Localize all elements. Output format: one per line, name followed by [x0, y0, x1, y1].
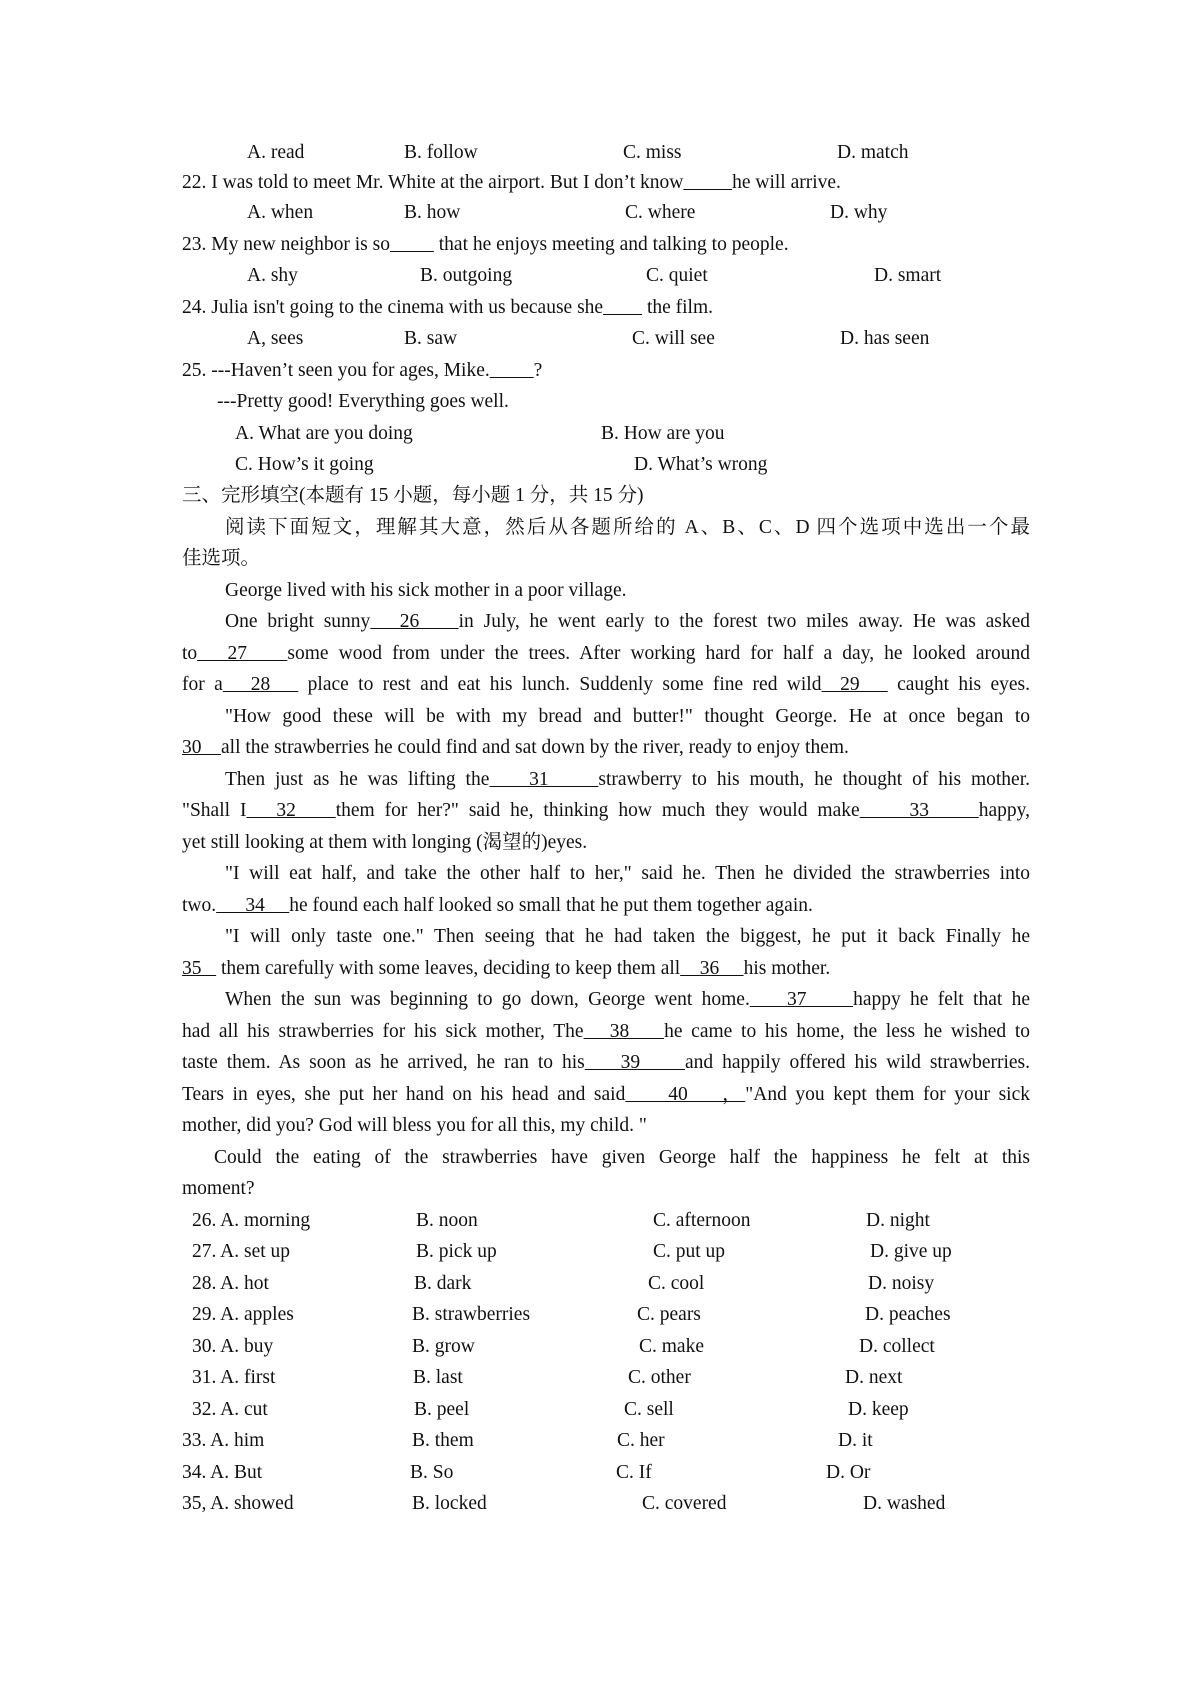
option-29-b[interactable]: B. strawberries [412, 1304, 531, 1325]
q21-option-d[interactable]: D. match [837, 142, 909, 163]
option-34-d[interactable]: D. Or [826, 1462, 871, 1483]
blank-28[interactable]: 28 [222, 674, 299, 695]
q23-blank[interactable] [390, 234, 434, 255]
blank-31[interactable]: 31 [489, 769, 599, 790]
passage-text: he came to his home, the less he wished to [664, 1021, 1031, 1042]
q23-option-d[interactable]: D. smart [874, 265, 942, 286]
q22-options [182, 197, 1030, 229]
cloze-row-28 [182, 1268, 1030, 1300]
passage-text: Tears in eyes, she put her hand on his head and said [182, 1084, 626, 1105]
cloze-row-31 [182, 1362, 1030, 1394]
passage-text: he found each half looked so small that he put them together again. [289, 895, 813, 916]
passage-text: for a [182, 674, 223, 695]
q22-text-end: he will arrive. [732, 172, 841, 193]
passage-text: had all his strawberries for his sick mother, The [182, 1021, 584, 1042]
option-34-c[interactable]: C. If [616, 1462, 652, 1483]
q24-option-a[interactable]: A, sees [247, 328, 304, 349]
option-29-d[interactable]: D. peaches [865, 1304, 951, 1325]
option-35-b[interactable]: B. locked [412, 1493, 487, 1514]
option-30-d[interactable]: D. collect [859, 1336, 935, 1357]
q22-option-b[interactable]: B. how [404, 202, 461, 223]
blank-35[interactable]: 35 [182, 958, 217, 979]
option-26-b[interactable]: B. noon [416, 1210, 478, 1231]
passage-text: "Shall I [182, 800, 247, 821]
q24-text-end: the film. [642, 297, 714, 318]
q24-option-b[interactable]: B. saw [404, 328, 458, 349]
q25-option-a[interactable]: A. What are you doing [235, 423, 413, 444]
option-35-d[interactable]: D. washed [863, 1493, 946, 1514]
q25-option-b[interactable]: B. How are you [601, 423, 725, 444]
section-instructions: 阅读下面短文，理解其大意，然后从各题所给的 A、B、C、D 四个选项中选出一个最 [225, 517, 1030, 538]
option-26-d[interactable]: D. night [866, 1210, 930, 1231]
passage-text: When the sun was beginning to go down, George went home. [225, 989, 750, 1010]
option-28-d[interactable]: D. noisy [868, 1273, 935, 1294]
q24-blank[interactable] [603, 297, 642, 318]
option-27-d[interactable]: D. give up [870, 1241, 952, 1262]
passage-text: place to rest and eat his lunch. Suddenly some fine red wild [298, 674, 822, 695]
q22-stem [182, 167, 1030, 199]
blank-30[interactable]: 30 [182, 737, 221, 758]
q25-blank[interactable] [490, 360, 534, 381]
option-26-c[interactable]: C. afternoon [653, 1210, 751, 1231]
blank-39[interactable]: 39 [584, 1052, 685, 1073]
passage-line [182, 953, 1030, 985]
passage-line [182, 890, 1030, 922]
option-26-a[interactable]: 26. A. morning [192, 1210, 311, 1231]
passage-line: "I will eat half, and take the other half to her," said he. Then he divided the strawberries into [225, 863, 1030, 884]
q23-option-a[interactable]: A. shy [247, 265, 298, 286]
passage-text: happy he felt that he [853, 989, 1030, 1010]
option-31-d[interactable]: D. next [845, 1367, 903, 1388]
option-33-d[interactable]: D. it [838, 1430, 873, 1451]
option-32-b[interactable]: B. peel [414, 1399, 470, 1420]
q21-options [182, 137, 1030, 169]
option-28-a[interactable]: 28. A. hot [192, 1273, 269, 1294]
passage-text: and happily offered his wild strawberries. [684, 1052, 1031, 1073]
blank-32[interactable]: 32 [246, 800, 336, 821]
option-35-a[interactable]: 35, A. showed [182, 1493, 294, 1514]
option-27-b[interactable]: B. pick up [416, 1241, 497, 1262]
option-31-b[interactable]: B. last [413, 1367, 463, 1388]
passage-line: yet still looking at them with longing (渴望的)eyes. [182, 832, 588, 853]
q25-text-end: ? [533, 360, 543, 381]
passage-line [182, 1079, 1030, 1111]
option-28-b[interactable]: B. dark [414, 1273, 472, 1294]
option-34-a[interactable]: 34. A. But [182, 1462, 263, 1483]
passage-line [182, 669, 1030, 701]
option-35-c[interactable]: C. covered [642, 1493, 727, 1514]
passage-text: caught his eyes. [887, 674, 1031, 695]
passage-text: his mother. [743, 958, 831, 979]
passage-line: mother, did you? God will bless you for all this, my child. " [182, 1115, 647, 1136]
passage-line: moment? [182, 1178, 255, 1199]
q24-stem [182, 292, 1030, 324]
passage-text: two. [182, 895, 217, 916]
option-29-a[interactable]: 29. A. apples [192, 1304, 294, 1325]
q23-stem [182, 229, 1030, 261]
passage-line: Could the eating of the strawberries have given George half the happiness he felt at this [214, 1147, 1030, 1168]
q24-text: 24. Julia isn't going to the cinema with us because she [182, 297, 604, 318]
passage-text: happy, [978, 800, 1031, 821]
passage-text: in July, he went early to the forest two miles away. He was asked [458, 611, 1031, 632]
blank-34[interactable]: 34 [216, 895, 290, 916]
q22-option-c[interactable]: C. where [625, 202, 696, 223]
passage-line [182, 984, 1030, 1016]
passage-line [182, 638, 1030, 670]
blank-27[interactable]: 27 [197, 643, 288, 664]
option-33-a[interactable]: 33. A. him [182, 1430, 265, 1451]
q23-text-end: that he enjoys meeting and talking to people. [433, 234, 789, 255]
cloze-row-27 [182, 1236, 1030, 1268]
option-29-c[interactable]: C. pears [637, 1304, 701, 1325]
cloze-row-32 [182, 1394, 1030, 1426]
option-31-c[interactable]: C. other [628, 1367, 691, 1388]
passage-text: strawberry to his mouth, he thought of his mother. [598, 769, 1031, 790]
q21-option-a[interactable]: A. read [247, 142, 305, 163]
q25-option-d[interactable]: D. What’s wrong [634, 454, 768, 475]
option-33-c[interactable]: C. her [617, 1430, 665, 1451]
option-27-a[interactable]: 27. A. set up [192, 1241, 291, 1262]
passage-line [182, 732, 1030, 764]
q24-option-d[interactable]: D. has seen [840, 328, 930, 349]
q22-blank[interactable] [683, 172, 732, 193]
option-28-c[interactable]: C. cool [648, 1273, 705, 1294]
passage-text: all the strawberries he could find and sat down by the river, ready to enjoy them. [221, 737, 849, 758]
blank-40[interactable]: 40 ， [625, 1084, 746, 1105]
passage-line [182, 1047, 1030, 1079]
passage-text: some wood from under the trees. After working hard for half a day, he looked around [287, 643, 1030, 664]
passage-line: George lived with his sick mother in a poor village. [225, 580, 627, 601]
q24-options [182, 323, 1030, 355]
option-33-b[interactable]: B. them [412, 1430, 474, 1451]
option-30-a[interactable]: 30. A. buy [192, 1336, 274, 1357]
passage-text: "And you kept them for your sick [745, 1084, 1031, 1105]
blank-38[interactable]: 38 [583, 1021, 665, 1042]
q25-options-row2 [182, 449, 1030, 481]
cloze-row-35 [182, 1488, 1030, 1520]
option-30-c[interactable]: C. make [639, 1336, 704, 1357]
cloze-row-26 [182, 1205, 1030, 1237]
cloze-row-34 [182, 1457, 1030, 1489]
option-32-d[interactable]: D. keep [848, 1399, 909, 1420]
q23-text: 23. My new neighbor is so [182, 234, 390, 255]
passage-line [182, 764, 1030, 796]
cloze-row-30 [182, 1331, 1030, 1363]
passage-text: them carefully with some leaves, deciding to keep them all [216, 958, 681, 979]
passage-line [182, 606, 1030, 638]
section-instructions-end: 佳选项。 [182, 548, 261, 569]
passage-text: Then just as he was lifting the [225, 769, 490, 790]
option-31-a[interactable]: 31. A. first [192, 1367, 276, 1388]
q23-options [182, 260, 1030, 292]
passage-text: to [182, 643, 198, 664]
q22-option-a[interactable]: A. when [247, 202, 314, 223]
q24-option-c[interactable]: C. will see [632, 328, 715, 349]
q21-option-b[interactable]: B. follow [404, 142, 478, 163]
option-32-c[interactable]: C. sell [624, 1399, 674, 1420]
cloze-row-29 [182, 1299, 1030, 1331]
blank-26[interactable]: 26 [370, 611, 459, 632]
blank-33[interactable]: 33 [859, 800, 979, 821]
passage-line [182, 1016, 1030, 1048]
option-34-b[interactable]: B. So [410, 1462, 454, 1483]
q23-option-b[interactable]: B. outgoing [420, 265, 513, 286]
option-27-c[interactable]: C. put up [653, 1241, 726, 1262]
q22-text: 22. I was told to meet Mr. White at the airport. But I don’t know [182, 172, 684, 193]
option-32-a[interactable]: 32. A. cut [192, 1399, 268, 1420]
q22-option-d[interactable]: D. why [830, 202, 888, 223]
q25-stem [182, 355, 1030, 387]
q25-option-c[interactable]: C. How’s it going [235, 454, 374, 475]
passage-line: "I will only taste one." Then seeing that he had taken the biggest, he put it back Finally he [225, 926, 1030, 947]
option-30-b[interactable]: B. grow [412, 1336, 475, 1357]
passage-line [182, 795, 1030, 827]
q25-reply: ---Pretty good! Everything goes well. [217, 391, 509, 412]
blank-37[interactable]: 37 [749, 989, 854, 1010]
passage-text: taste them. As soon as he arrived, he ran to his [182, 1052, 585, 1073]
section-heading: 三、完形填空(本题有 15 小题，每小题 1 分，共 15 分) [182, 485, 644, 506]
passage-text: them for her?" said he, thinking how much they would make [335, 800, 860, 821]
q21-option-c[interactable]: C. miss [623, 142, 682, 163]
q25-options-row1 [182, 418, 1030, 450]
passage-text: One bright sunny [225, 611, 371, 632]
blank-29[interactable]: 29 [821, 674, 888, 695]
passage-line: "How good these will be with my bread and butter!" thought George. He at once began to [225, 706, 1030, 727]
cloze-row-33 [182, 1425, 1030, 1457]
q25-text: 25. ---Haven’t seen you for ages, Mike. [182, 360, 490, 381]
q23-option-c[interactable]: C. quiet [646, 265, 708, 286]
blank-36[interactable]: 36 [680, 958, 744, 979]
